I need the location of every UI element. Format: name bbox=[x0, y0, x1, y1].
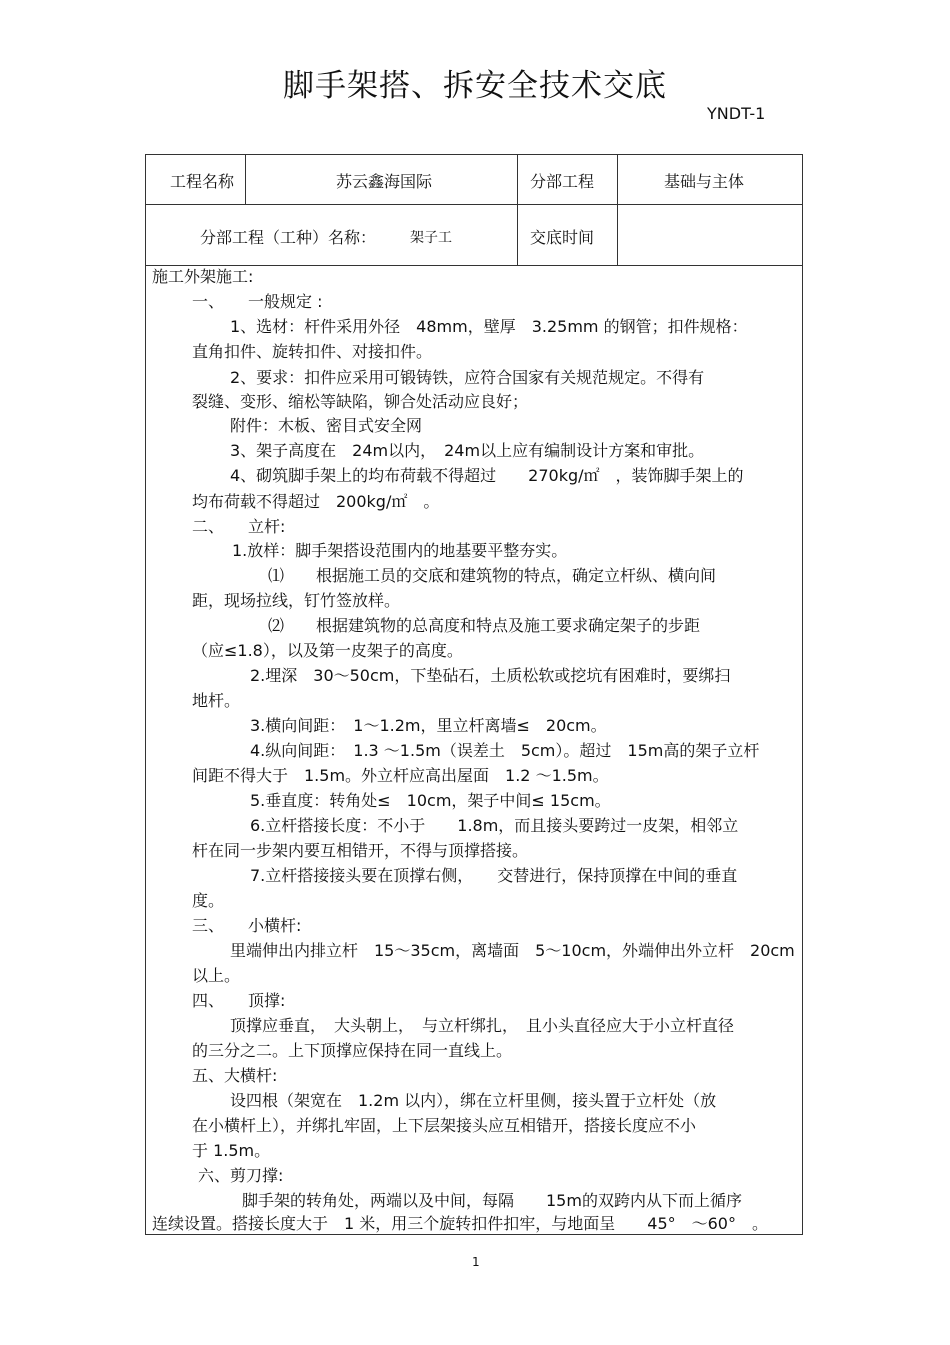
page-number: 1 bbox=[472, 1255, 480, 1269]
body-line: 于 1.5m。 bbox=[192, 1141, 271, 1160]
division-label: 分部工程 bbox=[530, 172, 595, 191]
col-divider bbox=[245, 155, 246, 204]
body-line: 直角扣件、旋转扣件、对接扣件。 bbox=[192, 342, 433, 361]
body-line: 7.立杆搭接接头要在顶撑右侧， 交替进行，保持顶撑在中间的垂直 bbox=[250, 866, 738, 885]
body-line: 1、选材：杆件采用外径 48mm，壁厚 3.25mm 的钢管；扣件规格： bbox=[230, 317, 748, 336]
body-line: 2.埋深 30～50cm，下垫砧石，土质松软或挖坑有困难时，要绑扫 bbox=[250, 666, 731, 685]
body-line: 的三分之二。上下顶撑应保持在同一直线上。 bbox=[192, 1041, 513, 1060]
division-value: 基础与主体 bbox=[664, 172, 745, 191]
body-line: 1.放样：脚手架搭设范围内的地基要平整夯实。 bbox=[232, 541, 568, 560]
document-code: YNDT-1 bbox=[707, 104, 766, 123]
body-line: 施工外架施工: bbox=[152, 267, 254, 286]
body-line: 地杆。 bbox=[192, 691, 241, 710]
body-line: 杆在同一步架内要互相错开，不得与顶撑搭接。 bbox=[192, 841, 529, 860]
body-line: 六、剪刀撑: bbox=[198, 1166, 284, 1185]
body-line: 五、大横杆: bbox=[192, 1066, 278, 1085]
body-line: 三、 小横杆: bbox=[192, 916, 302, 935]
body-line: 3、架子高度在 24m以内， 24m以上应有编制设计方案和审批。 bbox=[230, 441, 705, 460]
trade-label: 分部工程（工种）名称： bbox=[200, 228, 377, 247]
row-divider bbox=[146, 204, 802, 205]
col-divider bbox=[517, 155, 518, 265]
trade-value: 架子工 bbox=[410, 230, 452, 246]
body-line: ⑴ 根据施工员的交底和建筑物的特点，确定立杆纵、横向间 bbox=[268, 566, 717, 585]
body-line: 设四根（架宽在 1.2m 以内），绑在立杆里侧，接头置于立杆处（放 bbox=[230, 1091, 717, 1110]
body-line: 连续设置。搭接长度大于 1 米，用三个旋转扣件扣牢，与地面呈 45° ～60° 。 bbox=[152, 1214, 768, 1233]
body-line: 四、 顶撑: bbox=[192, 991, 286, 1010]
body-line: 度。 bbox=[192, 891, 225, 910]
project-name-value: 苏云鑫海国际 bbox=[336, 172, 433, 191]
body-line: 在小横杆上），并绑扎牢固，上下层架接头应互相错开，搭接长度应不小 bbox=[192, 1116, 697, 1135]
body-line: 裂缝、变形、缩松等缺陷，铆合处活动应良好； bbox=[192, 392, 529, 411]
body-line: （应≤1.8），以及第一皮架子的高度。 bbox=[192, 641, 463, 660]
time-label: 交底时间 bbox=[530, 228, 595, 247]
body-line: 顶撑应垂直， 大头朝上， 与立杆绑扎， 且小头直径应大于小立杆直径 bbox=[230, 1016, 735, 1035]
body-line: 以上。 bbox=[192, 966, 241, 985]
row-divider bbox=[146, 265, 802, 266]
body-line: 里端伸出内排立杆 15～35cm，离墙面 5～10cm，外端伸出外立杆 20cm bbox=[230, 941, 795, 960]
project-name-label: 工程名称 bbox=[170, 172, 235, 191]
body-line: 均布荷载不得超过 200kg/㎡ 。 bbox=[192, 492, 440, 511]
body-line: 一、 一般规定 : bbox=[192, 292, 323, 311]
body-line: 6.立杆搭接长度：不小于 1.8m，而且接头要跨过一皮架，相邻立 bbox=[250, 816, 739, 835]
body-line: 附件：木板、密目式安全网 bbox=[230, 416, 423, 435]
body-line: 间距不得大于 1.5m。外立杆应高出屋面 1.2 ～1.5m。 bbox=[192, 766, 609, 785]
body-line: 距，现场拉线，钉竹签放样。 bbox=[192, 591, 401, 610]
body-line: 2、要求：扣件应采用可锻铸铁，应符合国家有关规范规定。不得有 bbox=[230, 368, 705, 387]
body-line: ⑵ 根据建筑物的总高度和特点及施工要求确定架子的步距 bbox=[268, 616, 701, 635]
body-line: 4.纵向间距： 1.3 ～1.5m（误差土 5cm）。超过 15m高的架子立杆 bbox=[250, 741, 760, 760]
col-divider bbox=[617, 155, 618, 265]
body-line: 4、砌筑脚手架上的均布荷载不得超过 270kg/㎡ ，装饰脚手架上的 bbox=[230, 466, 744, 485]
body-line: 3.横向间距： 1～1.2m，里立杆离墙≤ 20cm。 bbox=[250, 716, 607, 735]
body-line: 5.垂直度：转角处≤ 10cm，架子中间≤ 15cm。 bbox=[250, 791, 611, 810]
body-line: 脚手架的转角处，两端以及中间，每隔 15m的双跨内从下而上循序 bbox=[242, 1191, 742, 1210]
body-line: 二、 立杆: bbox=[192, 517, 286, 536]
document-title: 脚手架搭、拆安全技术交底 bbox=[283, 68, 667, 104]
